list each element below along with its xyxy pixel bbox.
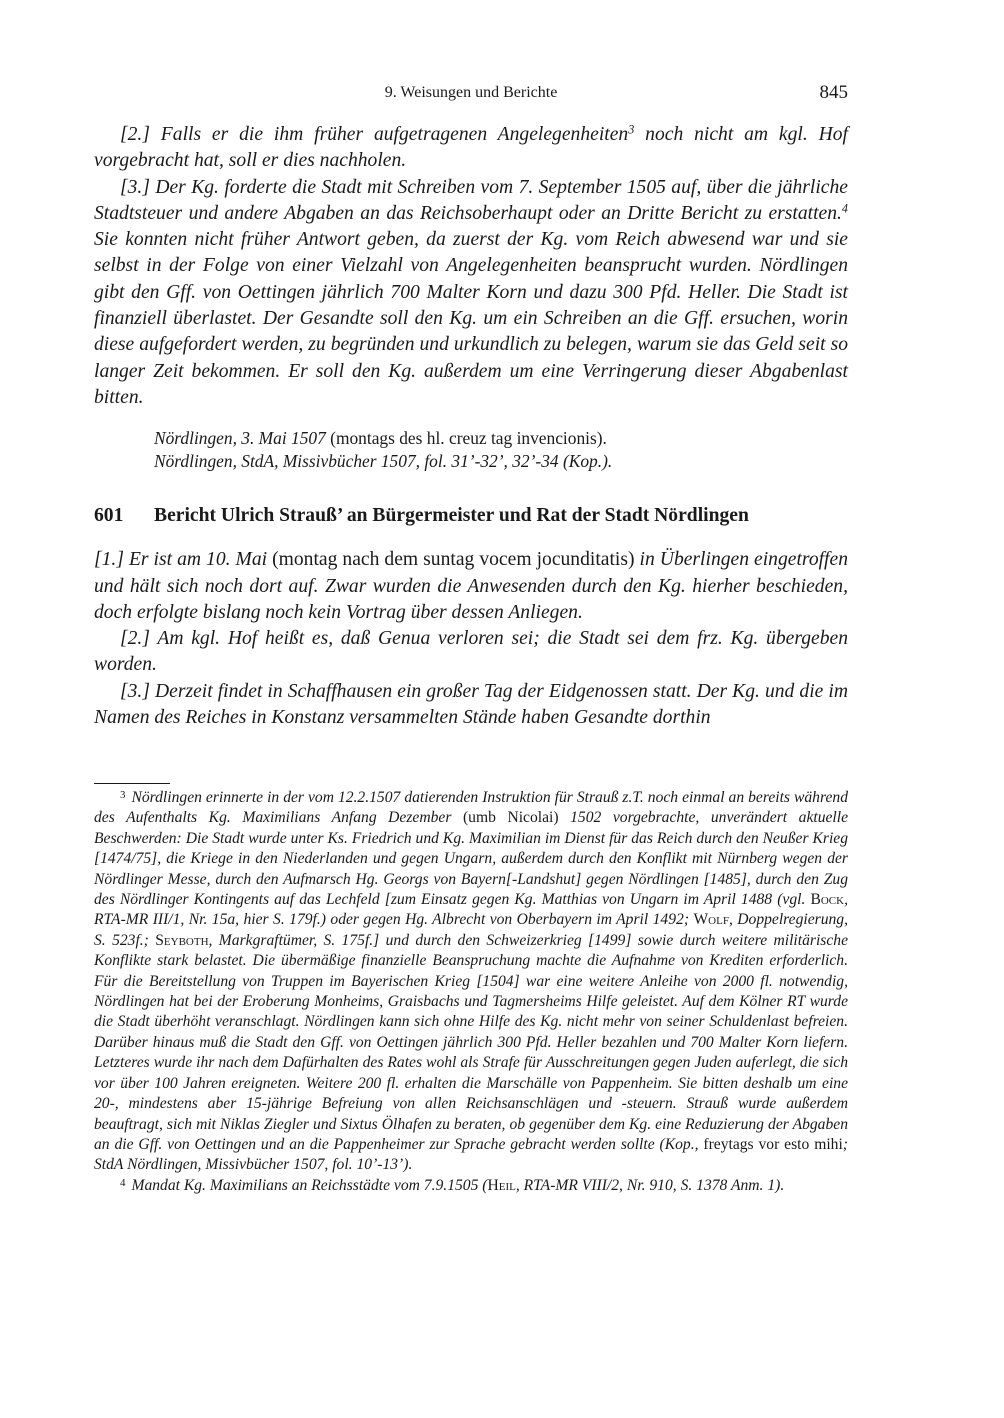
running-head-title: 9. Weisungen und Berichte (384, 84, 558, 101)
paragraph-601-2: [2.] Am kgl. Hof heißt es, daß Genua verloren sei; die Stadt sei dem frz. Kg. übergeben worden. (94, 628, 848, 676)
text-run: in Überlingen eingetroffen und hält sich noch dort auf. Zwar wurden die Anwesenden durch den Kg. hierher beschieden, doch erfolgte bislang noch kein Vortrag über dessen Anliegen. (94, 549, 848, 623)
running-head (94, 82, 848, 106)
text-run: Nördlingen erinnerte in der vom 12.2.1507 datierenden Instruktion für Strauß z.T. noch einmal an bereits während des Aufenthalts Kg. Maximilians Anfang Dezember (94, 789, 848, 827)
text-run-roman: (umb Nicolai) (462, 809, 559, 827)
footnote-ref-3[interactable]: 3 (628, 122, 635, 137)
text-run: [1.] Er ist am 10. Mai (94, 549, 273, 571)
main-text (94, 122, 848, 731)
text-run-roman: freytags vor esto mihi (703, 1135, 843, 1153)
document-title: Bericht Ulrich Strauß’ an Bürgermeister und Rat der Stadt Nördlingen (154, 505, 749, 527)
paragraph-601-3: [3.] Derzeit findet in Schaffhausen ein großer Tag der Eidgenossen statt. Der Kg. und die im Namen des Reiches in Konstanz versammelten Stände haben Gesandte dorthin (94, 680, 848, 729)
dateline-place-date: Nördlingen, 3. Mai 1507 (154, 428, 326, 449)
dateline-source: Nördlingen, StdA, Missivbücher 1507, fol. 31’-32’, 32’-34 (Kop.). (154, 451, 613, 472)
footnote-3 (94, 788, 848, 1176)
paragraph-601-1 (94, 547, 848, 626)
footnote-mark: 4 (120, 1176, 126, 1189)
text-run: , RTA-MR III/1, Nr. 15a, hier S. 179f.) oder gegen Hg. Albrecht von Oberbayern im April 1492; (94, 891, 848, 929)
text-run: Sie konnten nicht früher Antwort geben, da zuerst der Kg. vom Reich abwesend war und sie selbst in der Folge von einer Vielzahl von Angelegenheiten beansprucht wurden. Nördlingen gibt den Gff. von Oettingen jährlich 700 Malter Korn und dazu 300 Pfd. Heller. Die Stadt ist finanziell überlastet. Der Gesandte soll den Kg. um ein Schreiben an die Gff. ersuchen, worin diese aufgefordert werden, zu begründen und urkundlich zu belegen, warum sie das Geld seit so langer Zeit bekommen. Er soll den Kg. außerdem um eine Verringerung dieser Abgabenlast bitten. (94, 229, 848, 408)
author-name: Heil (487, 1176, 516, 1194)
paragraph-3 (94, 175, 848, 412)
document-number: 601 (94, 505, 124, 527)
text-run: , Doppelregierung, S. 523f.; (94, 911, 849, 949)
text-run: Mandat Kg. Maximilians an Reichsstädte vom 7.9.1505 ( (131, 1176, 488, 1194)
author-name: Bock (810, 891, 845, 909)
footnote-ref-4[interactable]: 4 (841, 201, 848, 216)
author-name: Wolf (693, 911, 729, 929)
text-run: [3.] Der Kg. forderte die Stadt mit Schreiben vom 7. September 1505 auf, über die jährliche Stadtsteuer und andere Abgaben an das Reichsoberhaupt oder an Dritte Bericht zu erstatten. (94, 176, 848, 224)
text-run: ; StdA Nördlingen, Missivbücher 1507, fol. 10’-13’). (94, 1135, 848, 1174)
text-run: , Markgraftümer, S. 175f.] und durch den Schweizerkrieg [1499] sowie durch weitere militärische Konflikte stark belastet. Die übermäßige finanzielle Beanspruchung machte die Aufnahme von Krediten erforderlich. Für die Bereitstellung von Truppen im Bayerischen Krieg [1504] war eine weitere Anleihe von 2000 fl. notwendig, Nördlingen hat bei der Eroberung Monheims, Graisbachs und Tagmersheims Hilfe geleistet. Auf dem Kölner RT wurde die Stadt überhöht veranschlagt. Nördlingen kann sich ohne Hilfe des Kg. nicht mehr von seiner Schuldenlast befreien. Darüber hinaus muß die Stadt den Gff. von Oettingen jährlich 300 Pfd. Heller bezahlen und 700 Malter Korn liefern. Letzteres wurde ihr nach dem Dafürhalten des Rates wohl als Strafe für Ausschreitungen gegen Juden auferlegt, die sich vor über 100 Jahren ereigneten. Weitere 200 fl. erhalten die Marschälle von Pappenheim. Sie bitten deshalb um eine 20-, mindestens aber 15-jährige Befreiung von allen Reichsanschlägen und -steuern. Strauß wurde außerdem beauftragt, sich mit Niklas Ziegler und Sixtus Ölhafen zu beraten, ob gegenüber dem Kg. eine Reduzierung der Abgaben an die Gff. von Oettingen und an die Pappenheimer zur Sprache gebracht werden sollte (Kop., (94, 931, 848, 1153)
page-number: 845 (819, 82, 848, 103)
document-heading (94, 503, 848, 529)
footnote-divider (94, 783, 170, 784)
footnote-mark: 3 (120, 789, 126, 802)
author-name: Seyboth (155, 931, 209, 949)
footnotes (94, 788, 848, 1196)
text-run-roman: (montag nach dem suntag vocem jocunditatis) (272, 549, 635, 571)
text-run: [2.] Falls er die ihm früher aufgetragenen Angelegenheiten (120, 124, 629, 145)
text-run: 1502 vorgebrachte, unverändert aktuelle Beschwerden: Die Stadt wurde unter Ks. Friedrich und Kg. Maximilian im Dienst für das Reich durch den Neußer Krieg [1474/75], die Kriege in den Niederlanden und gegen Ungarn, außerdem durch den Konflikt mit Nürnberg wegen der Nördlinger Messe, durch den Aufmarsch Hg. Georgs von Bayern[-Landshut] gegen Nördlingen [1485], durch den Zug des Nördlinger Kontingents auf das Lechfeld [zum Einsatz gegen Kg. Matthias von Ungarn im April 1488 (vgl. (94, 809, 849, 909)
footnote-4 (94, 1176, 848, 1196)
text-run: , RTA-MR VIII/2, Nr. 910, S. 1378 Anm. 1). (515, 1176, 785, 1194)
paragraph-2 (94, 122, 848, 175)
text-run: noch nicht am kgl. Hof vorgebracht hat, soll er dies nachholen. (94, 124, 848, 172)
dateline-note: (montags des hl. creuz tag invencionis). (325, 428, 607, 449)
dateline (154, 427, 848, 473)
